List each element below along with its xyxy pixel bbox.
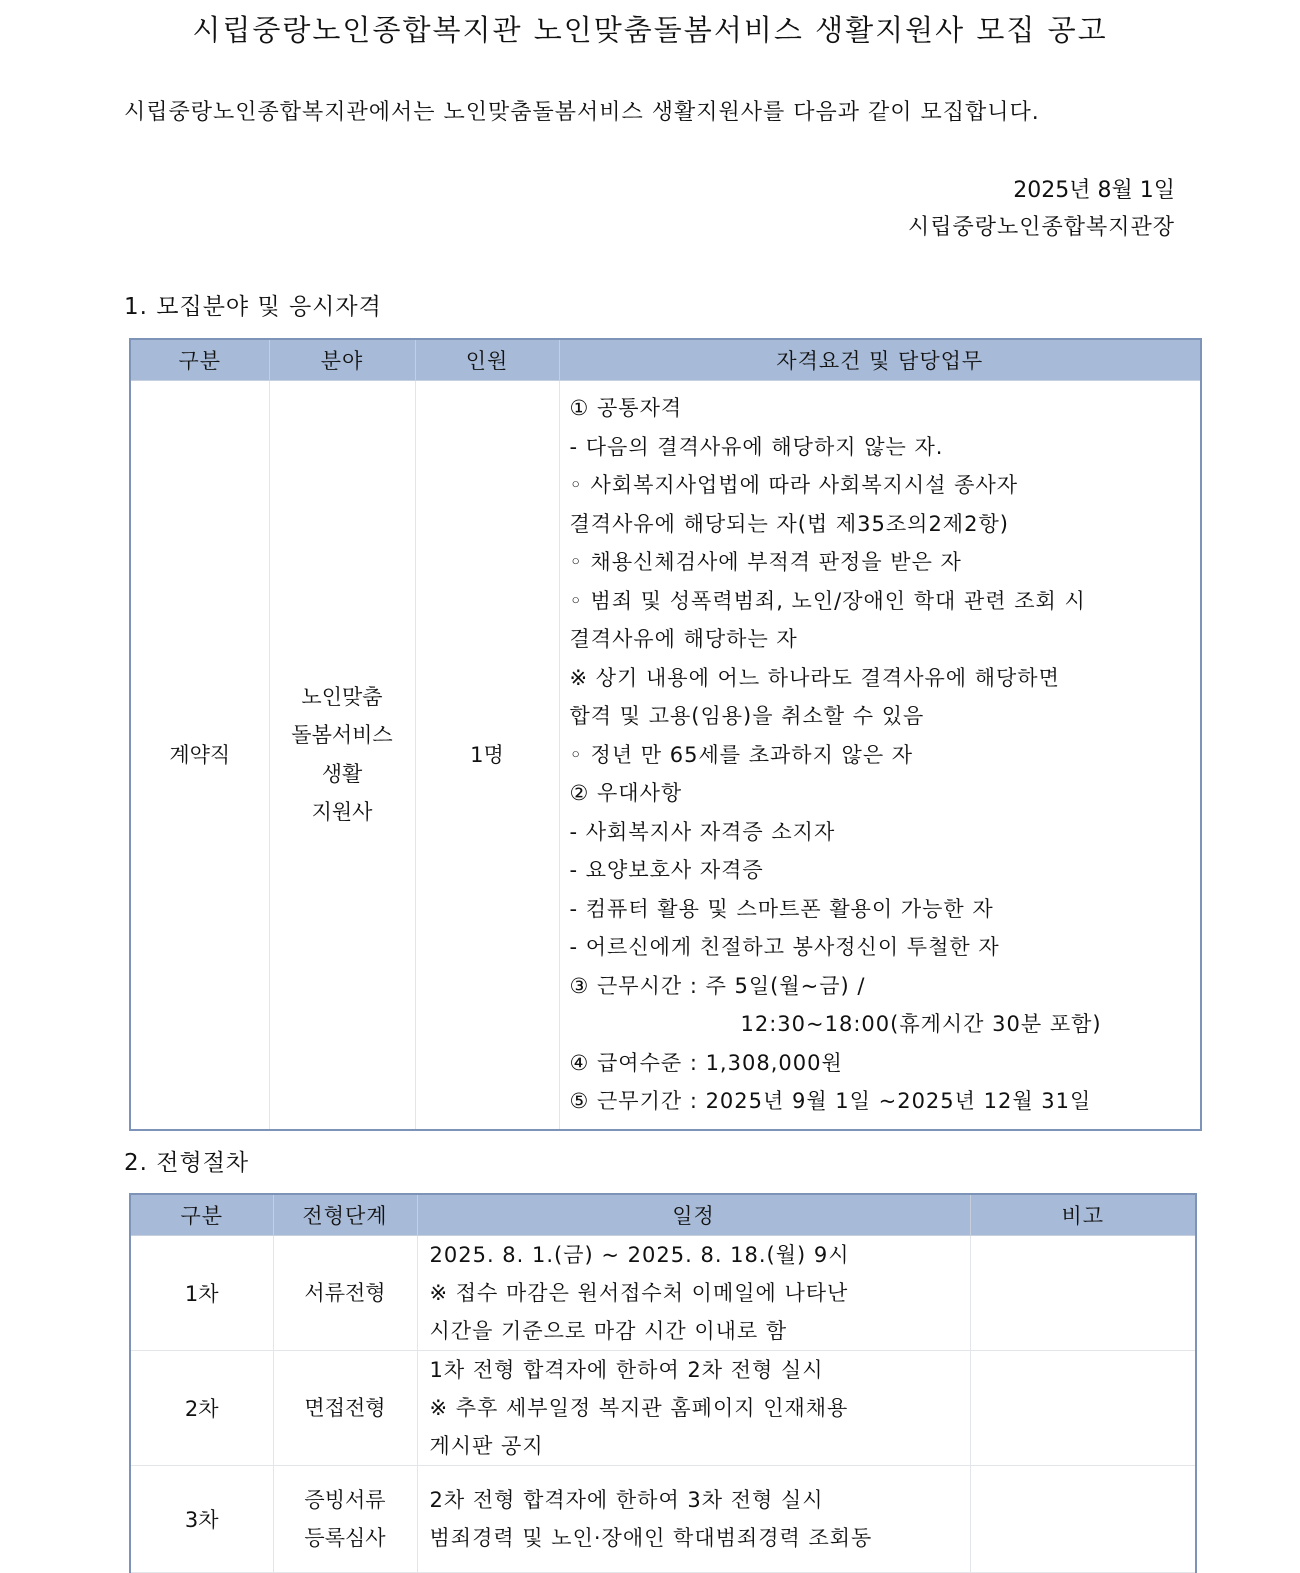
round: 1차: [130, 1236, 273, 1351]
selection-table-header: [130, 1194, 1196, 1236]
note: [970, 1236, 1196, 1351]
table-row: [130, 381, 1201, 1130]
preference-line: - 컴퓨터 활용 및 스마트폰 활용이 가능한 자: [569, 896, 994, 921]
schedule-line: 1차 전형 합격자에 한하여 2차 전형 실시: [429, 1358, 824, 1382]
schedule-line: 범죄경력 및 노인·장애인 학대범죄경력 조회동: [429, 1526, 873, 1550]
header-schedule: 일정: [417, 1194, 970, 1236]
header-note: 비고: [970, 1194, 1196, 1236]
issuer-name: 시립중랑노인종합복지관장: [907, 215, 1175, 240]
recruitment-table-header: [130, 339, 1201, 381]
header-stage: 전형단계: [273, 1194, 417, 1236]
notice-date: 2025년 8월 1일: [1013, 178, 1175, 203]
stage-line: 증빙서류: [304, 1488, 386, 1512]
round: 2차: [130, 1351, 273, 1466]
schedule-line: 시간을 기준으로 마감 시간 이내로 함: [429, 1319, 788, 1343]
qualification-line: ◦ 범죄 및 성폭력범죄, 노인/장애인 학대 관련 조회 시: [569, 588, 1086, 613]
stage: [273, 1466, 417, 1573]
header-field: 분야: [269, 339, 415, 381]
salary: ④ 급여수준 : 1,308,000원: [569, 1050, 843, 1075]
notice-title: 시립중랑노인종합복지관 노인맞춤돌봄서비스 생활지원사 모집 공고: [192, 13, 1108, 47]
job-field-line: 지원사: [311, 800, 373, 825]
schedule: [417, 1466, 970, 1573]
qualification-note: ※ 상기 내용에 어느 하나라도 결격사유에 해당하면: [569, 665, 1060, 690]
intro-text: 시립중랑노인종합복지관에서는 노인맞춤돌봄서비스 생활지원사를 다음과 같이 모집합니다.: [124, 100, 1040, 125]
schedule-line: 2025. 8. 1.(금) ~ 2025. 8. 18.(월) 9시: [429, 1243, 850, 1267]
qualifications-cell: [559, 381, 1201, 1130]
qualification-line: ◦ 사회복지사업법에 따라 사회복지시설 종사자: [569, 473, 1019, 497]
header-category: 구분: [130, 339, 269, 381]
headcount: 1명: [415, 381, 559, 1130]
work-hours-detail: 12:30~18:00(휴게시간 30분 포함): [740, 1012, 1102, 1036]
qualification-line: 결격사유에 해당되는 자(법 제35조의2제2항): [569, 511, 1009, 536]
qualification-line: ◦ 정년 만 65세를 초과하지 않은 자: [569, 742, 914, 767]
work-hours: ③ 근무시간 : 주 5일(월~금) /: [569, 973, 866, 998]
note: [970, 1466, 1196, 1573]
table-row: [130, 1236, 1196, 1351]
schedule-line: 게시판 공지: [429, 1434, 544, 1458]
table-row: [130, 1466, 1196, 1573]
header-round: 구분: [130, 1194, 273, 1236]
schedule-line: ※ 접수 마감은 원서접수처 이메일에 나타난: [429, 1281, 849, 1305]
employment-type: 계약직: [130, 381, 269, 1130]
work-period: ⑤ 근무기간 : 2025년 9월 1일 ~2025년 12월 31일: [569, 1089, 1092, 1113]
round: 3차: [130, 1466, 273, 1573]
header-qualifications: 자격요건 및 담당업무: [559, 339, 1201, 381]
schedule-line: ※ 추후 세부일정 복지관 홈페이지 인재채용: [429, 1396, 849, 1420]
stage-line: 면접전형: [304, 1396, 386, 1420]
stage-line: 등록심사: [304, 1526, 386, 1550]
stage: [273, 1236, 417, 1351]
qualification-line: ◦ 채용신체검사에 부적격 판정을 받은 자: [569, 550, 962, 574]
section-recruitment-heading: 1. 모집분야 및 응시자격: [124, 294, 382, 320]
qualification-line: 결격사유에 해당하는 자: [569, 627, 798, 651]
preference-line: - 사회복지사 자격증 소지자: [569, 819, 836, 844]
preference-line: - 어르신에게 친절하고 봉사정신이 투철한 자: [569, 935, 1000, 959]
job-field-line: 노인맞춤: [301, 684, 383, 709]
qualification-note: 합격 및 고용(임용)을 취소할 수 있음: [569, 704, 925, 728]
selection-process-table: [129, 1193, 1197, 1573]
job-field-line: 생활: [321, 761, 363, 786]
job-field: [269, 381, 415, 1130]
common-qualification-heading: ① 공통자격: [569, 396, 683, 420]
header-count: 인원: [415, 339, 559, 381]
schedule: [417, 1351, 970, 1466]
note: [970, 1351, 1196, 1466]
qualification-line: - 다음의 결격사유에 해당하지 않는 자.: [569, 434, 944, 459]
stage-line: 서류전형: [304, 1281, 386, 1305]
preference-heading: ② 우대사항: [569, 781, 683, 805]
section-selection-heading: 2. 전형절차: [124, 1150, 250, 1176]
schedule-line: 2차 전형 합격자에 한하여 3차 전형 실시: [429, 1488, 824, 1512]
table-row: [130, 1351, 1196, 1466]
stage: [273, 1351, 417, 1466]
job-field-line: 돌봄서비스: [291, 723, 393, 748]
recruitment-table: [129, 338, 1202, 1131]
schedule: [417, 1236, 970, 1351]
preference-line: - 요양보호사 자격증: [569, 858, 764, 882]
